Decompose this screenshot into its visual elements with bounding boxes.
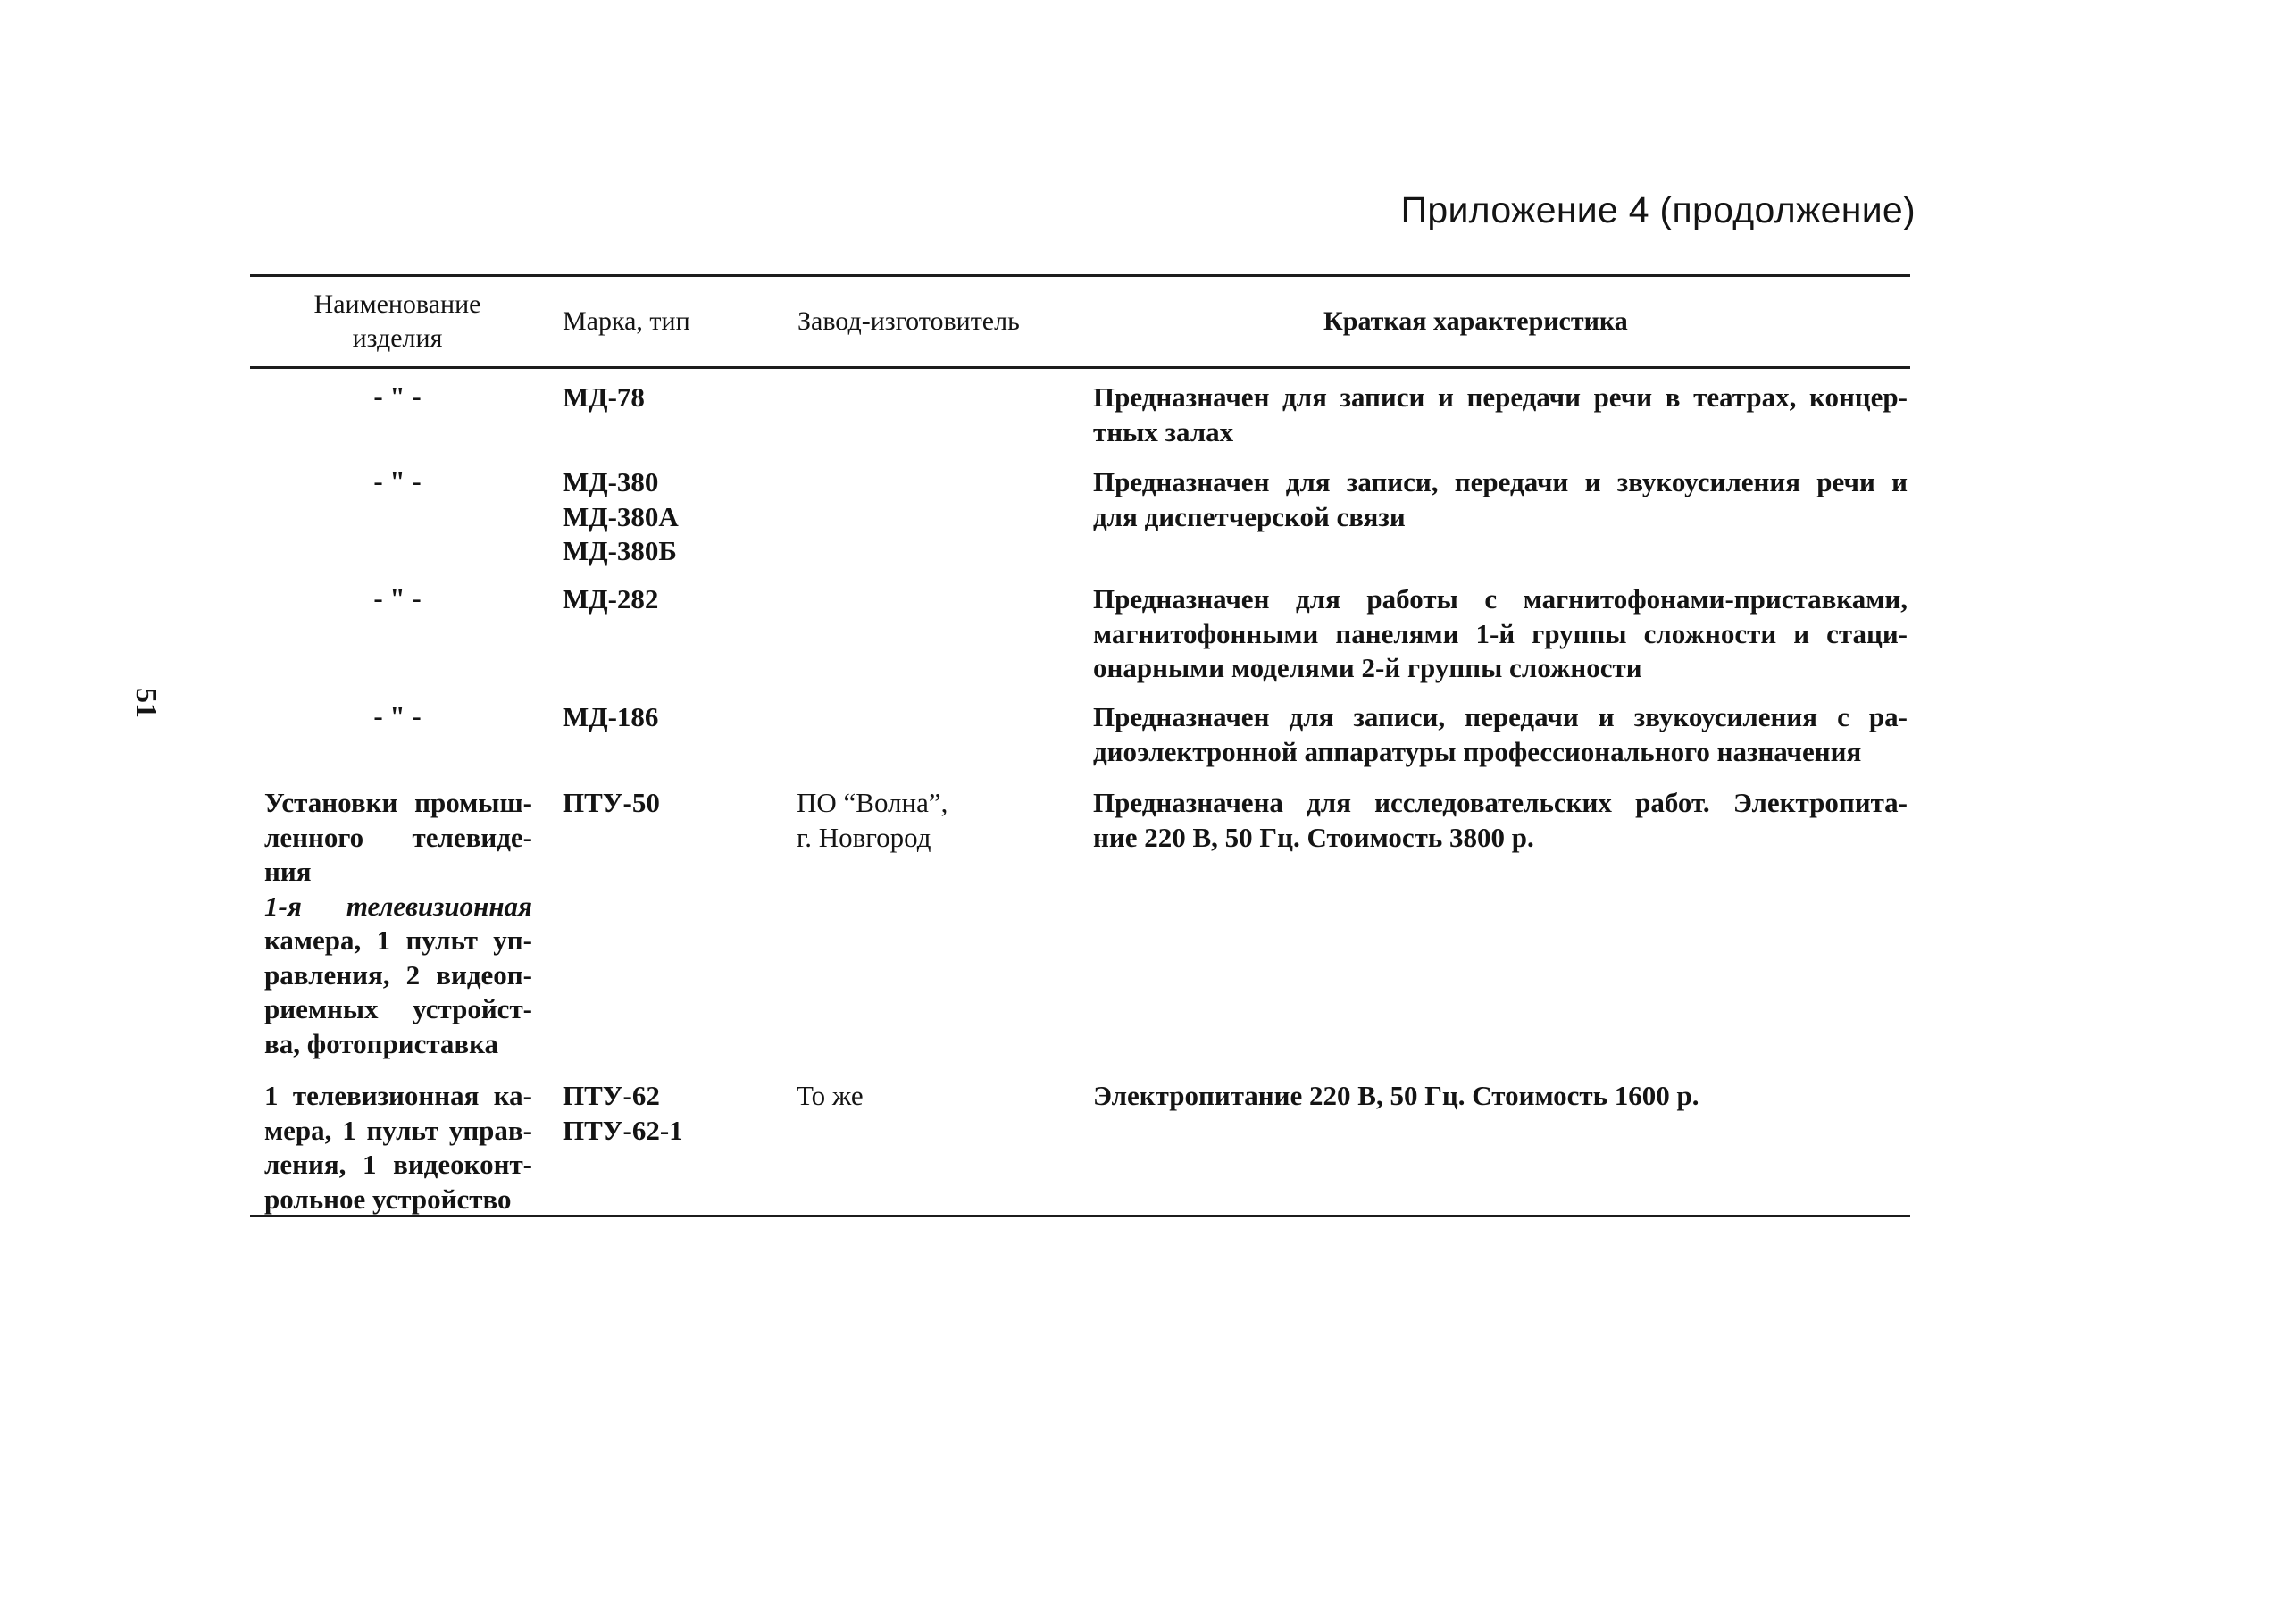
mark-line: ПТУ-62-1 (563, 1114, 683, 1146)
description-line: Предназначен для записи, передачи и звукоусиления речи и (1093, 466, 1908, 497)
row-4-mark (563, 700, 658, 735)
row-1-description (1093, 380, 1908, 449)
name-line: ленного телевиде- (264, 821, 532, 853)
name-line: мера, 1 пульт управ- (264, 1114, 532, 1146)
row-3-description (1093, 582, 1908, 686)
description-line: ние 220 В, 50 Гц. Стоимость 3800 р. (1093, 821, 1534, 853)
mark-line: МД-78 (563, 381, 645, 413)
page-title: Приложение 4 (продолжение) (1400, 189, 1916, 230)
name-line: 1 телевизионная ка- (264, 1080, 532, 1111)
description-line: онарными моделями 2-й группы сложности (1093, 652, 1642, 683)
mark-line: МД-380 (563, 466, 659, 497)
description-line: диоэлектронной аппаратуры профессионального назначения (1093, 735, 1862, 767)
description-line: Предназначен для работы с магнитофонами-приставками, (1093, 583, 1908, 615)
name-line: ва, фотоприставка (264, 1027, 499, 1059)
row-6-name (264, 1079, 532, 1216)
description-line: тных залах (1093, 415, 1234, 447)
mark-line: МД-380Б (563, 535, 677, 566)
row-3-mark (563, 582, 658, 617)
name-line: 1-я телевизионная (264, 890, 532, 922)
row-3-name: - " - (373, 582, 422, 614)
mark-line: МД-186 (563, 701, 659, 732)
name-line: ния (264, 856, 312, 887)
row-5-name (264, 786, 532, 1061)
row-4-name: - " - (373, 700, 422, 732)
description-line: магнитофонными панелями 1-й группы сложности и стаци- (1093, 617, 1908, 649)
column-header-maker: Завод-изготовитель (797, 306, 1020, 336)
row-5-description (1093, 786, 1908, 855)
row-4-description (1093, 700, 1908, 769)
row-5-mark (563, 786, 660, 821)
column-header-name: Наименование изделия (313, 289, 481, 353)
name-line: рольное устройство (264, 1183, 512, 1215)
row-1-name: - " - (373, 380, 422, 412)
description-line: Предназначена для исследовательских работ. Электропита- (1093, 787, 1908, 818)
name-line: риемных устройст- (264, 993, 532, 1024)
row-5-maker (797, 786, 948, 855)
mark-line: ПТУ-62 (563, 1080, 660, 1111)
row-6-maker (797, 1079, 864, 1114)
name-line: камера, 1 пульт уп- (264, 924, 532, 956)
mark-line: ПТУ-50 (563, 787, 660, 818)
name-line: равления, 2 видеоп- (264, 958, 532, 991)
row-6-description (1093, 1079, 1908, 1114)
maker-line: ПО “Волна”, (797, 787, 948, 818)
mark-line: МД-380А (563, 500, 679, 532)
maker-line: г. Новгород (797, 821, 931, 853)
maker-line: То же (797, 1080, 864, 1111)
page-number: 51 (129, 688, 163, 718)
row-2-name: - " - (373, 465, 422, 497)
description-line: Предназначен для записи и передачи речи в театрах, концер- (1093, 381, 1908, 413)
row-6-mark (563, 1079, 683, 1148)
table-top-rule (250, 274, 1910, 277)
description-line: Электропитание 220 В, 50 Гц. Стоимость 1600 р. (1093, 1080, 1699, 1111)
row-2-description (1093, 465, 1908, 534)
description-line: Предназначен для записи, передачи и звукоусиления с ра- (1093, 701, 1908, 732)
row-2-mark (563, 465, 679, 569)
column-header-description: Краткая характеристика (1323, 306, 1628, 336)
table-header-rule (250, 366, 1910, 369)
mark-line: МД-282 (563, 583, 659, 615)
name-line: ления, 1 видеоконт- (264, 1149, 532, 1180)
name-line: Установки промыш- (264, 787, 532, 818)
row-1-mark (563, 380, 645, 415)
column-header-mark: Марка, тип (563, 306, 690, 336)
description-line: для диспетчерской связи (1093, 500, 1406, 532)
